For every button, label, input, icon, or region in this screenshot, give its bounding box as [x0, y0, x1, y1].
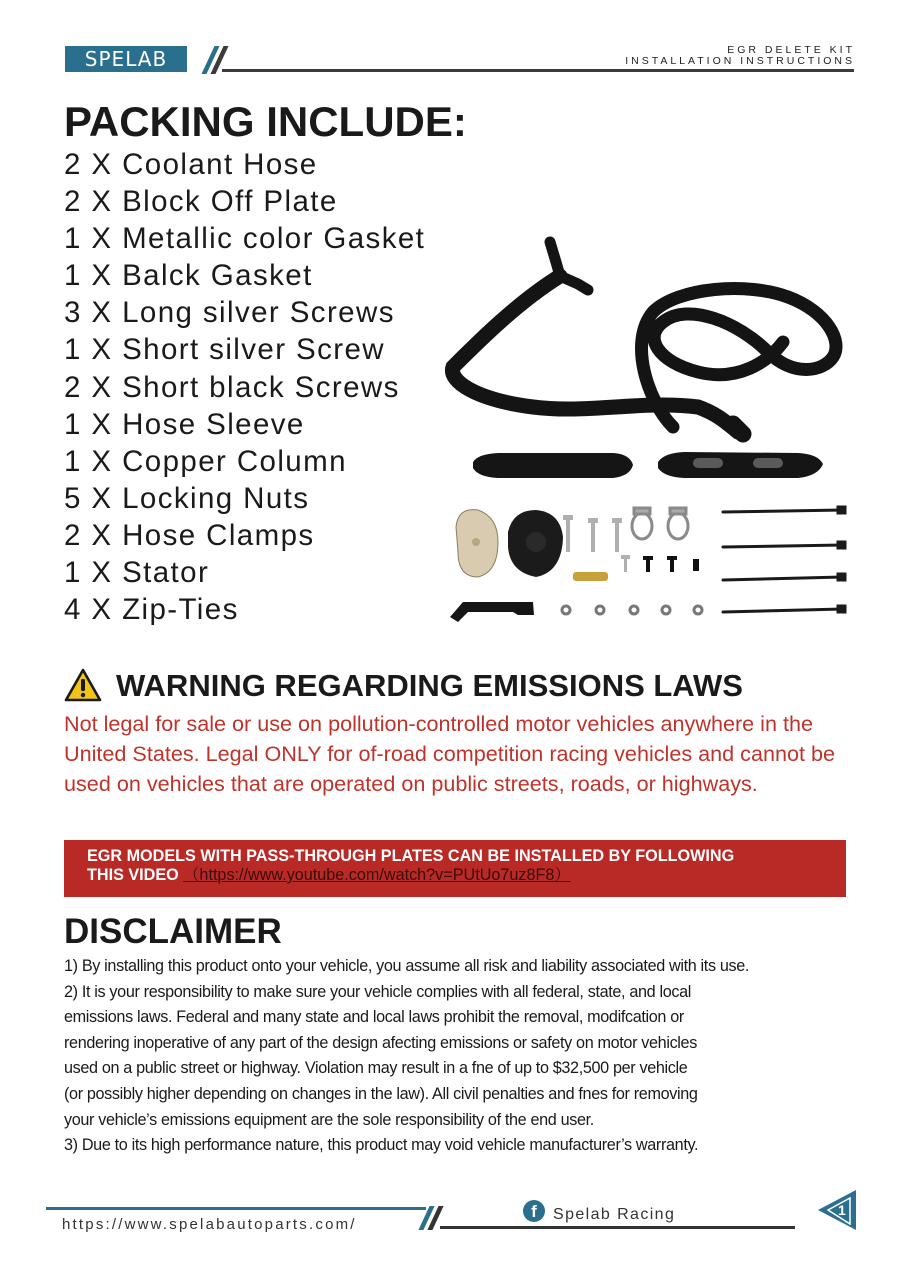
warning-triangle-icon — [64, 668, 102, 702]
packing-item: 1 X Copper Column — [64, 444, 347, 478]
footer-rule-right — [440, 1226, 795, 1229]
packing-item: 3 X Long silver Screws — [64, 296, 395, 330]
disclaimer-line: 3) Due to its high performance nature, this product may void vehicle manufacturer’s warranty. — [64, 1136, 699, 1155]
packing-item: 2 X Block Off Plate — [64, 185, 338, 219]
packing-item: 1 X Stator — [64, 556, 210, 590]
disclaimer-line: (or possibly higher depending on changes in the law). All civil penalties and fnes for removing — [64, 1084, 698, 1103]
disclaimer-title: DISCLAIMER — [64, 912, 282, 951]
packing-title: PACKING INCLUDE: — [64, 98, 467, 145]
locking-nuts — [562, 606, 702, 614]
packing-item: 2 X Hose Clamps — [64, 518, 315, 552]
disclaimer-body — [64, 954, 850, 1159]
notice-line1: EGR MODELS WITH PASS-THROUGH PLATES CAN BE INSTALLED BY FOLLOWING — [87, 847, 735, 865]
notice-prefix: THIS VIDEO — [87, 866, 179, 884]
notice-line2 — [87, 866, 846, 885]
header-title — [625, 45, 855, 67]
product-photo — [438, 232, 858, 632]
zip-ties — [723, 507, 845, 612]
packing-item: 1 X Metallic color Gasket — [64, 222, 426, 256]
disclaimer-line: used on a public street or highway. Violation may result in a fne of up to $32,500 per vehicle — [64, 1059, 688, 1078]
brand-logo: SPELAB — [65, 46, 187, 72]
coolant-hose-1 — [452, 242, 743, 434]
packing-item: 1 X Hose Sleeve — [64, 407, 305, 441]
disclaimer-line: rendering inoperative of any part of the design afecting emissions or safety on motor vehicles — [64, 1033, 697, 1052]
header-rule — [222, 69, 854, 72]
video-notice-banner — [64, 840, 846, 897]
packing-item: 1 X Short silver Screw — [64, 333, 385, 367]
header-title-line1: EGR DELETE KIT — [727, 44, 855, 56]
packing-item: 2 X Coolant Hose — [64, 148, 318, 181]
warning-title: WARNING REGARDING EMISSIONS LAWS — [116, 668, 743, 703]
page-number-badge-icon — [816, 1188, 858, 1232]
packing-item: 4 X Zip-Ties — [64, 593, 239, 627]
stator-bracket — [450, 602, 534, 622]
hose-clamps — [632, 508, 688, 539]
footer-rule-left — [46, 1207, 426, 1210]
page-number: 1 — [838, 1202, 846, 1218]
disclaimer-line: 2) It is your responsibility to make sure your vehicle complies with all federal, state, and local — [64, 982, 691, 1001]
disclaimer-line: emissions laws. Federal and many state and local laws prohibit the removal, modifcation or — [64, 1008, 684, 1027]
disclaimer-line: 1) By installing this product onto your vehicle, you assume all risk and liability associated with its use. — [64, 957, 750, 975]
header-title-line2: INSTALLATION INSTRUCTIONS — [625, 55, 855, 67]
disclaimer-line: your vehicle’s emissions equipment are the sole responsibility of the end user. — [64, 1110, 594, 1129]
packing-item: 2 X Short black Screws — [64, 370, 400, 404]
copper-column — [573, 572, 608, 581]
footer-url[interactable]: https://www.spelabautoparts.com/ — [62, 1216, 357, 1233]
packing-list — [64, 146, 425, 628]
gaskets — [456, 510, 563, 577]
packing-item: 1 X Balck Gasket — [64, 259, 313, 293]
footer-social-name: Spelab Racing — [553, 1206, 676, 1223]
facebook-icon: f — [523, 1200, 545, 1222]
warning-text: Not legal for sale or use on pollution-controlled motor vehicles anywhere in the United States. Legal ONLY for of-road competition racing vehicles and cannot be used on vehicles that are operated on public streets, roads, or highways. — [64, 711, 836, 796]
packing-item: 5 X Locking Nuts — [64, 481, 310, 515]
video-link[interactable]: （https://www.youtube.com/watch?v=PUtUo7uz8F8） — [183, 866, 571, 884]
block-off-plates — [473, 452, 823, 478]
